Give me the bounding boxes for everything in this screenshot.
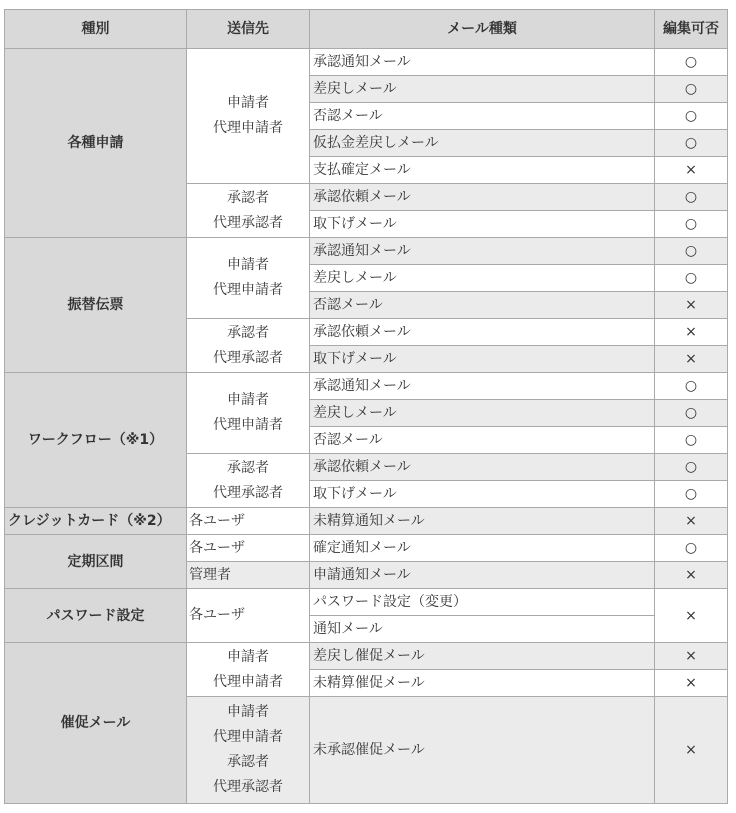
recipient-label: 代理承認者 [213, 779, 283, 795]
mail-type-cell: 未精算通知メール [310, 508, 655, 535]
category-cell: クレジットカード（※2） [5, 508, 187, 535]
editable-cell: ○ [655, 481, 728, 508]
editable-cell: ○ [655, 427, 728, 454]
editable-cell: × [655, 346, 728, 373]
recipient-cell [187, 643, 310, 697]
recipient-cell: 各ユーザ [187, 508, 310, 535]
mail-type-cell: 承認依頼メール [310, 184, 655, 211]
mail-type-cell: 仮払金差戻しメール [310, 130, 655, 157]
editable-cell: × [655, 589, 728, 643]
table-row [5, 238, 728, 265]
recipient-label: 承認者 [227, 189, 269, 206]
header-type: 種別 [5, 10, 187, 49]
mail-type-cell: 承認依頼メール [310, 319, 655, 346]
editable-cell: ○ [655, 103, 728, 130]
editable-cell: × [655, 670, 728, 697]
mail-type-cell: 未承認催促メール [310, 697, 655, 804]
mail-type-cell: 差戻しメール [310, 400, 655, 427]
mail-type-cell: パスワード設定（変更） [310, 589, 655, 616]
mail-type-cell: 通知メール [310, 616, 655, 643]
mail-type-cell: 承認依頼メール [310, 454, 655, 481]
mail-type-cell: 支払確定メール [310, 157, 655, 184]
recipient-label: 承認者 [227, 459, 269, 476]
mail-type-cell: 取下げメール [310, 346, 655, 373]
recipient-cell [187, 238, 310, 319]
table-row [5, 589, 728, 616]
header-recipient: 送信先 [187, 10, 310, 49]
mail-type-cell: 承認通知メール [310, 49, 655, 76]
mail-type-cell: 差戻しメール [310, 76, 655, 103]
recipient-cell [187, 697, 310, 804]
editable-cell: ○ [655, 238, 728, 265]
mail-type-cell: 取下げメール [310, 481, 655, 508]
recipient-label: 代理承認者 [213, 214, 283, 231]
recipient-label: 申請者 [227, 95, 269, 111]
recipient-label: 承認者 [227, 754, 269, 770]
category-cell: 各種申請 [5, 49, 187, 238]
editable-cell: × [655, 508, 728, 535]
recipient-label: 申請者 [227, 257, 269, 273]
recipient-cell [187, 319, 310, 373]
mail-type-cell: 差戻しメール [310, 265, 655, 292]
category-cell: 振替伝票 [5, 238, 187, 373]
mail-type-cell: 差戻し催促メール [310, 643, 655, 670]
table-row [5, 373, 728, 400]
recipient-cell: 各ユーザ [187, 535, 310, 562]
editable-cell: × [655, 292, 728, 319]
recipient-label: 申請者 [227, 704, 269, 720]
header-editable: 編集可否 [655, 10, 728, 49]
table-row [5, 508, 728, 535]
recipient-cell [187, 184, 310, 238]
recipient-label: 代理申請者 [213, 120, 283, 136]
mail-type-cell: 未精算催促メール [310, 670, 655, 697]
table-row [5, 643, 728, 670]
mail-type-cell: 確定通知メール [310, 535, 655, 562]
recipient-cell [187, 373, 310, 454]
recipient-label: 申請者 [227, 648, 269, 665]
category-cell: ワークフロー（※1） [5, 373, 187, 508]
editable-cell: ○ [655, 400, 728, 427]
recipient-label: 代理承認者 [213, 349, 283, 366]
recipient-label: 申請者 [227, 392, 269, 408]
editable-cell: ○ [655, 535, 728, 562]
mail-type-cell: 取下げメール [310, 211, 655, 238]
mail-type-cell: 否認メール [310, 103, 655, 130]
editable-cell: ○ [655, 130, 728, 157]
editable-cell: × [655, 697, 728, 804]
editable-cell: ○ [655, 49, 728, 76]
recipient-label: 承認者 [227, 324, 269, 341]
editable-cell: ○ [655, 184, 728, 211]
recipient-cell [187, 49, 310, 184]
recipient-label: 代理承認者 [213, 484, 283, 501]
recipient-cell: 管理者 [187, 562, 310, 589]
editable-cell: ○ [655, 76, 728, 103]
editable-cell: × [655, 319, 728, 346]
table-header-row [5, 10, 728, 49]
category-cell: 催促メール [5, 643, 187, 804]
mail-type-cell: 承認通知メール [310, 238, 655, 265]
header-mail-type: メール種類 [310, 10, 655, 49]
recipient-cell: 各ユーザ [187, 589, 310, 643]
editable-cell: ○ [655, 454, 728, 481]
mail-type-cell: 否認メール [310, 427, 655, 454]
email-settings-table [4, 9, 728, 804]
table-row [5, 535, 728, 562]
editable-cell: ○ [655, 265, 728, 292]
editable-cell: × [655, 157, 728, 184]
category-cell: パスワード設定 [5, 589, 187, 643]
recipient-label: 代理申請者 [213, 417, 283, 433]
editable-cell: ○ [655, 373, 728, 400]
editable-cell: ○ [655, 211, 728, 238]
recipient-cell [187, 454, 310, 508]
category-cell: 定期区間 [5, 535, 187, 589]
editable-cell: × [655, 643, 728, 670]
mail-type-cell: 承認通知メール [310, 373, 655, 400]
table-row [5, 49, 728, 76]
mail-type-cell: 否認メール [310, 292, 655, 319]
recipient-label: 代理申請者 [213, 673, 283, 690]
editable-cell: × [655, 562, 728, 589]
recipient-label: 代理申請者 [213, 282, 283, 298]
recipient-label: 代理申請者 [213, 729, 283, 745]
mail-type-cell: 申請通知メール [310, 562, 655, 589]
